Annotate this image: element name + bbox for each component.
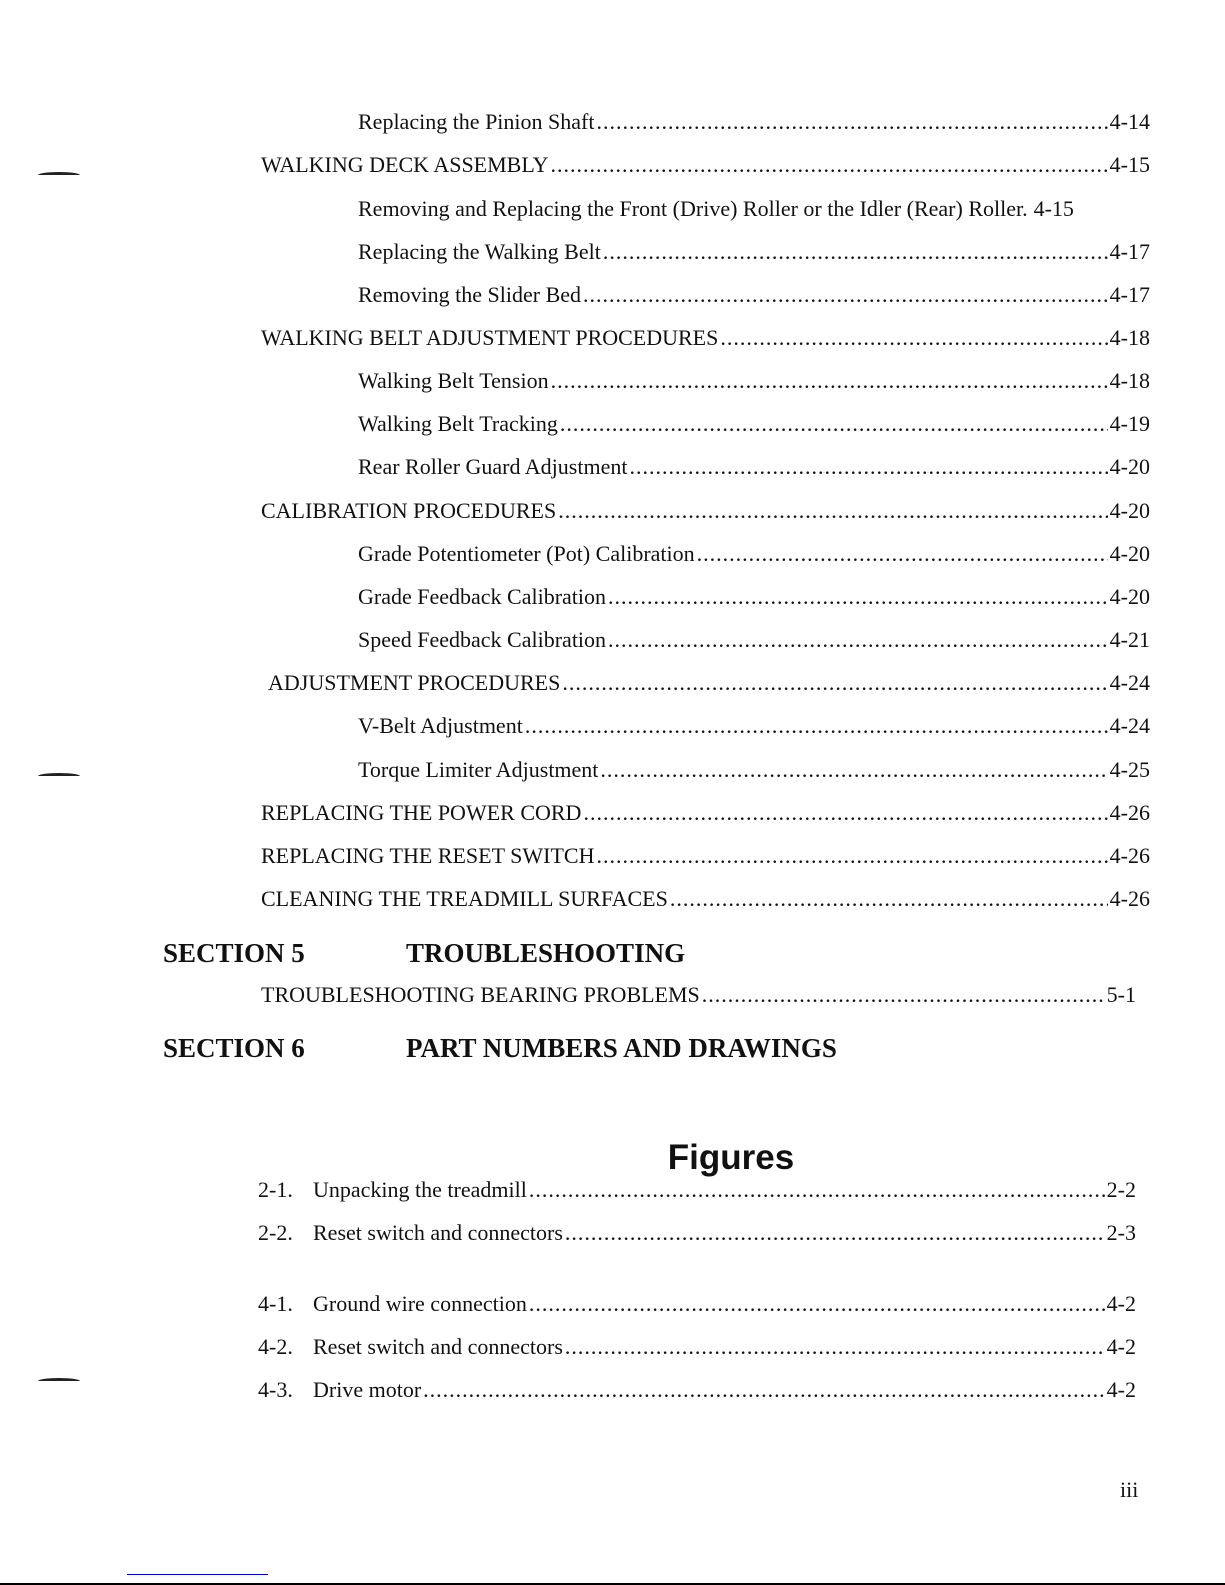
figure-entry[interactable]: [258, 1334, 1136, 1360]
toc-entry-title: WALKING DECK ASSEMBLY: [261, 152, 549, 177]
dot-leader: [608, 627, 1108, 653]
figure-page: 4-2: [1106, 1334, 1136, 1359]
toc-entry-page: 4-14: [1109, 109, 1150, 134]
figure-title: Unpacking the treadmill: [313, 1177, 527, 1202]
toc-entry-title: V-Belt Adjustment: [358, 713, 523, 738]
toc-entry[interactable]: [358, 757, 1150, 783]
toc-entry[interactable]: [261, 843, 1150, 869]
toc-entry[interactable]: [261, 498, 1150, 524]
toc-entry-title: REPLACING THE RESET SWITCH: [261, 843, 595, 868]
figure-entry[interactable]: [258, 1177, 1136, 1203]
dot-leader: [550, 152, 1107, 178]
dot-leader: [551, 368, 1108, 394]
figure-entry[interactable]: [258, 1377, 1136, 1403]
dot-leader: [596, 109, 1107, 135]
dot-leader: [423, 1377, 1105, 1403]
toc-entry[interactable]: [358, 109, 1150, 135]
toc-entry-title: Speed Feedback Calibration: [358, 627, 607, 652]
toc-entry[interactable]: [261, 982, 1136, 1008]
toc-entry-page: 4-25: [1109, 757, 1150, 782]
toc-entry-page: 4-18: [1109, 325, 1150, 350]
toc-entry-page: 4-15: [1109, 152, 1150, 177]
dot-leader: [608, 584, 1108, 610]
toc-entry[interactable]: [261, 800, 1150, 826]
toc-entry-page: 4-17: [1109, 282, 1150, 307]
toc-entry[interactable]: [261, 152, 1150, 178]
dot-leader: [529, 1291, 1105, 1317]
toc-entry-page: 4-21: [1109, 627, 1150, 652]
dot-leader: [560, 411, 1108, 437]
figure-number: 2-1.: [258, 1177, 293, 1202]
dot-leader: [629, 454, 1107, 480]
toc-entry-title: Removing the Slider Bed: [358, 282, 582, 307]
dot-leader: [596, 843, 1107, 869]
figure-entry[interactable]: [258, 1220, 1136, 1246]
link-underline: [127, 1574, 268, 1575]
toc-entry-title: CALIBRATION PROCEDURES: [261, 498, 557, 523]
dot-leader: [562, 670, 1107, 696]
toc-entry-page: 4-24: [1109, 670, 1150, 695]
toc-entry-title: Removing and Replacing the Front (Drive) Roller or the Idler (Rear) Roller.: [358, 196, 1028, 221]
punch-mark: [38, 172, 80, 178]
toc-entry-page: 4-19: [1109, 411, 1150, 436]
figure-page: 2-3: [1106, 1220, 1136, 1245]
dot-leader: [670, 886, 1108, 912]
toc-entry-page: 4-20: [1109, 498, 1150, 523]
toc-entry-title: Grade Potentiometer (Pot) Calibration: [358, 541, 695, 566]
toc-entry-page: 4-20: [1109, 541, 1150, 566]
dot-leader: [529, 1177, 1105, 1203]
toc-entry-title: Torque Limiter Adjustment: [358, 757, 599, 782]
toc-entry-page: 4-15: [1033, 196, 1074, 221]
figure-number: 4-3.: [258, 1377, 293, 1402]
dot-leader: [697, 541, 1108, 567]
figure-title: Reset switch and connectors: [313, 1334, 563, 1359]
toc-entry-page: 4-26: [1109, 843, 1150, 868]
figure-title: Drive motor: [313, 1377, 422, 1402]
toc-entry-title: Walking Belt Tracking: [358, 411, 558, 436]
toc-entry[interactable]: [261, 325, 1150, 351]
toc-entry-title: CLEANING THE TREADMILL SURFACES: [261, 886, 668, 911]
figure-entry[interactable]: [258, 1291, 1136, 1317]
toc-entry[interactable]: [358, 713, 1150, 739]
dot-leader: [583, 282, 1108, 308]
figure-page: 4-2: [1106, 1377, 1136, 1402]
section-6-label: SECTION 6: [163, 1033, 305, 1063]
toc-entry[interactable]: [358, 411, 1150, 437]
toc-entry-page: 4-20: [1109, 584, 1150, 609]
figure-page: 2-2: [1106, 1177, 1136, 1202]
figure-number: 4-1.: [258, 1291, 293, 1316]
toc-entry[interactable]: [358, 454, 1150, 480]
figure-title: Ground wire connection: [313, 1291, 527, 1316]
toc-entry[interactable]: [358, 541, 1150, 567]
dot-leader: [525, 713, 1108, 739]
dot-leader: [600, 757, 1107, 783]
toc-entry-title: TROUBLESHOOTING BEARING PROBLEMS: [261, 982, 700, 1007]
toc-entry-page: 4-18: [1109, 368, 1150, 393]
toc-entry-title: ADJUSTMENT PROCEDURES: [268, 670, 561, 695]
dot-leader: [702, 982, 1105, 1008]
figure-number: 4-2.: [258, 1334, 293, 1359]
figures-heading: Figures: [667, 1138, 795, 1177]
toc-entry[interactable]: [358, 627, 1150, 653]
punch-mark: [38, 773, 80, 779]
toc-entry-page: 4-26: [1109, 800, 1150, 825]
dot-leader: [558, 498, 1107, 524]
section-6-title: PART NUMBERS AND DRAWINGS: [406, 1033, 837, 1063]
toc-entry-page: 4-20: [1109, 454, 1150, 479]
toc-entry-title: Replacing the Walking Belt: [358, 239, 601, 264]
toc-entry[interactable]: [358, 584, 1150, 610]
figure-title: Reset switch and connectors: [313, 1220, 563, 1245]
section-5-title: TROUBLESHOOTING: [406, 938, 686, 968]
dot-leader: [583, 800, 1107, 826]
toc-entry[interactable]: [268, 670, 1150, 696]
dot-leader: [565, 1220, 1105, 1246]
dot-leader: [603, 239, 1108, 265]
toc-entry-title: WALKING BELT ADJUSTMENT PROCEDURES: [261, 325, 719, 350]
toc-entry[interactable]: [358, 196, 1150, 222]
toc-entry-title: Grade Feedback Calibration: [358, 584, 607, 609]
dot-leader: [565, 1334, 1105, 1360]
dot-leader: [720, 325, 1107, 351]
toc-entry[interactable]: [358, 282, 1150, 308]
toc-entry[interactable]: [358, 239, 1150, 265]
toc-entry-title: REPLACING THE POWER CORD: [261, 800, 582, 825]
toc-entry-title: Walking Belt Tension: [358, 368, 549, 393]
toc-entry-title: Rear Roller Guard Adjustment: [358, 454, 628, 479]
figure-page: 4-2: [1106, 1291, 1136, 1316]
toc-entry-page: 4-17: [1109, 239, 1150, 264]
toc-entry[interactable]: [261, 886, 1150, 912]
toc-entry-page: 4-26: [1109, 886, 1150, 911]
toc-entry-page: 5-1: [1106, 982, 1136, 1007]
page-number: iii: [1120, 1477, 1139, 1502]
toc-entry-title: Replacing the Pinion Shaft: [358, 109, 595, 134]
section-5-label: SECTION 5: [163, 938, 305, 968]
toc-entry[interactable]: [358, 368, 1150, 394]
figure-number: 2-2.: [258, 1220, 293, 1245]
toc-entry-page: 4-24: [1109, 713, 1150, 738]
punch-mark: [38, 1378, 80, 1384]
